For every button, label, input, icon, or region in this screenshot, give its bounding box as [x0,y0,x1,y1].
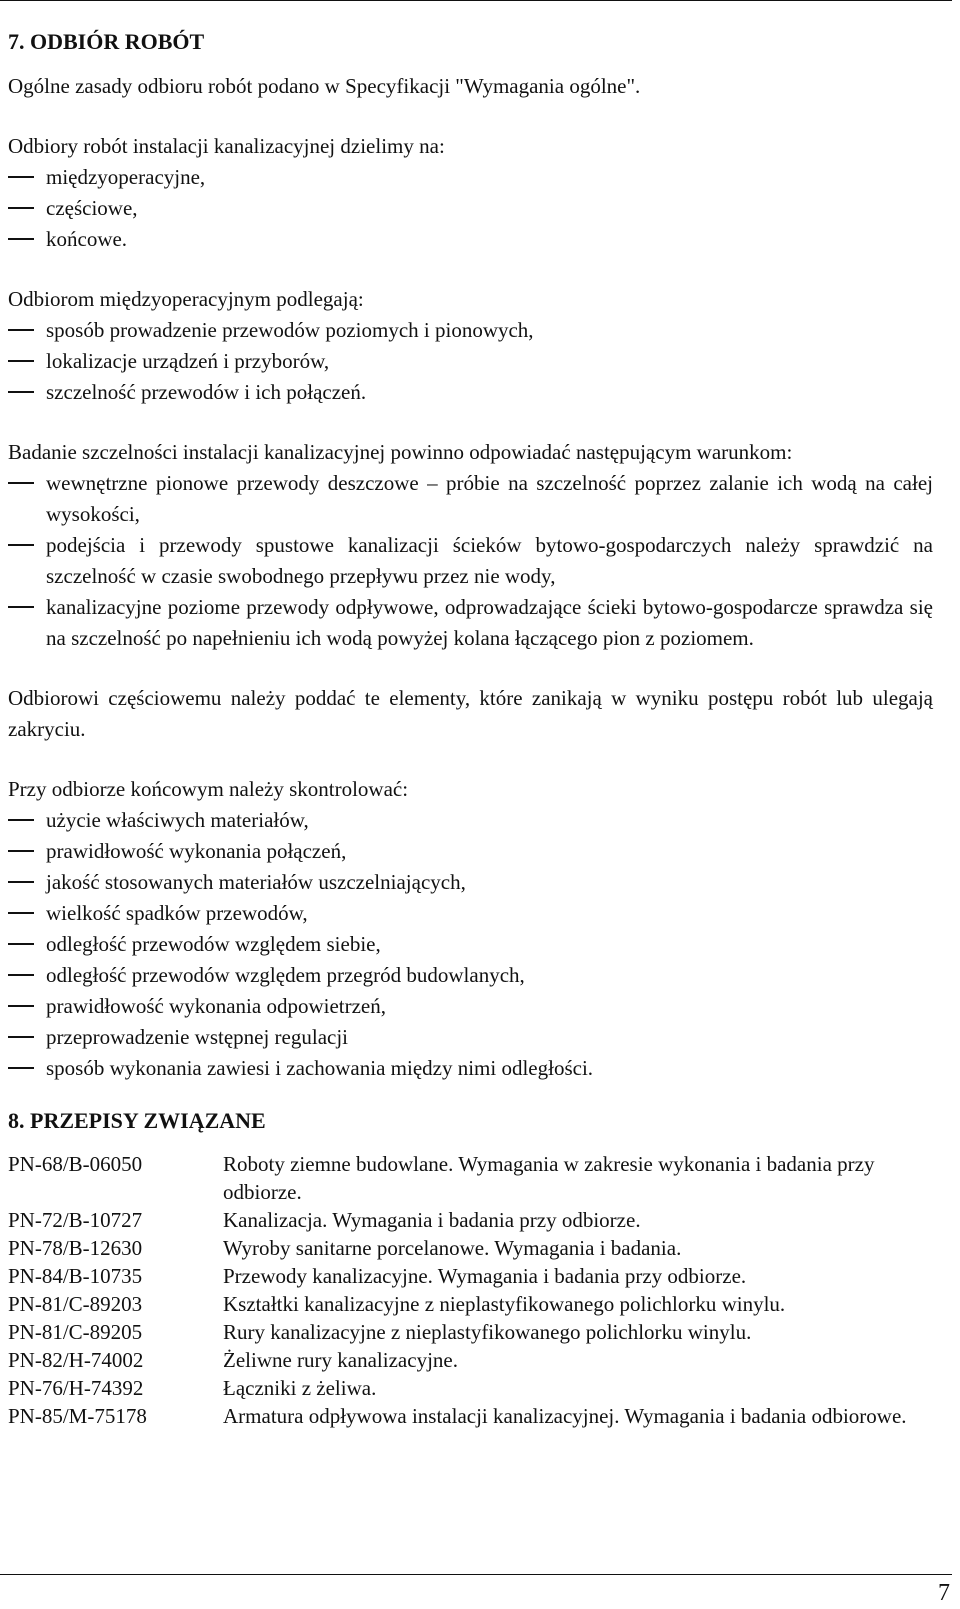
dash-bullet-icon [8,1005,34,1007]
list-item: kanalizacyjne poziome przewody odpływowe, odprowadzające ścieki bytowo-gospodarcze sprawdza się na szczelność po napełnieniu ich wodą powyżej kolana łączącego pion z poziomem. [8,592,933,654]
list-item: przeprowadzenie wstępnej regulacji [8,1022,933,1053]
list-item: użycie właściwych materiałów, [8,805,933,836]
regulation-title: Roboty ziemne budowlane. Wymagania w zakresie wykonania i badania przy odbiorze. [223,1152,875,1204]
list-item: wielkość spadków przewodów, [8,898,933,929]
dash-bullet-icon [8,176,34,178]
dash-bullet-icon [8,1036,34,1038]
interop-intro: Odbiorom międzyoperacyjnym podlegają: [8,287,364,311]
list-item: końcowe. [8,224,933,255]
list-item: sposób prowadzenie przewodów poziomych i pionowych, [8,315,933,346]
regulation-code: PN-76/H-74392 [8,1376,144,1400]
table-row [8,1234,933,1262]
table-row [8,1262,933,1290]
regulation-code: PN-84/B-10735 [8,1264,143,1288]
regulation-title: Przewody kanalizacyjne. Wymagania i badania przy odbiorze. [223,1264,747,1288]
table-row [8,1318,933,1346]
regulation-code: PN-78/B-12630 [8,1236,143,1260]
acceptance-types-list [8,162,933,255]
dash-bullet-icon [8,360,34,362]
document-body [8,25,933,1430]
list-item: odległość przewodów względem siebie, [8,929,933,960]
dash-bullet-icon [8,974,34,976]
regulation-code: PN-85/M-75178 [8,1404,147,1428]
section-8-heading: 8. PRZEPISY ZWIĄZANE [8,1108,266,1133]
regulation-code: PN-72/B-10727 [8,1208,143,1232]
dash-bullet-icon [8,943,34,945]
table-row [8,1374,933,1402]
list-item: lokalizacje urządzeń i przyborów, [8,346,933,377]
final-acceptance-list [8,805,933,1084]
regulation-code: PN-81/C-89205 [8,1320,143,1344]
acceptance-types-intro: Odbiory robót instalacji kanalizacyjnej dzielimy na: [8,134,445,158]
dash-bullet-icon [8,544,34,546]
final-acceptance-intro: Przy odbiorze końcowym należy skontrolować: [8,777,409,801]
list-item: jakość stosowanych materiałów uszczelniających, [8,867,933,898]
list-item: prawidłowość wykonania połączeń, [8,836,933,867]
section-7-heading: 7. ODBIÓR ROBÓT [8,29,205,54]
regulation-code: PN-68/B-06050 [8,1152,143,1176]
header-rule [0,0,952,1]
regulation-title: Armatura odpływowa instalacji kanalizacyjnej. Wymagania i badania odbiorowe. [223,1404,907,1428]
tightness-list [8,468,933,654]
dash-bullet-icon [8,329,34,331]
regulation-title: Żeliwne rury kanalizacyjne. [223,1348,458,1372]
list-item: sposób wykonania zawiesi i zachowania między nimi odległości. [8,1053,933,1084]
dash-bullet-icon [8,881,34,883]
dash-bullet-icon [8,606,34,608]
regulations-table [8,1150,933,1430]
interop-list [8,315,933,408]
regulation-code: PN-82/H-74002 [8,1348,144,1372]
regulation-title: Łączniki z żeliwa. [223,1376,377,1400]
dash-bullet-icon [8,391,34,393]
regulation-title: Kanalizacja. Wymagania i badania przy odbiorze. [223,1208,641,1232]
general-rules-paragraph: Ogólne zasady odbioru robót podano w Specyfikacji "Wymagania ogólne". [8,74,641,98]
list-item: podejścia i przewody spustowe kanalizacji ścieków bytowo-gospodarczych należy sprawdzić na szczelność w czasie swobodnego przepływu przez nie wody, [8,530,933,592]
table-row [8,1290,933,1318]
dash-bullet-icon [8,482,34,484]
regulation-title: Kształtki kanalizacyjne z nieplastyfikowanego polichlorku winylu. [223,1292,786,1316]
dash-bullet-icon [8,207,34,209]
dash-bullet-icon [8,238,34,240]
regulation-title: Wyroby sanitarne porcelanowe. Wymagania i badania. [223,1236,682,1260]
list-item: częściowe, [8,193,933,224]
table-row [8,1206,933,1234]
dash-bullet-icon [8,912,34,914]
table-row [8,1402,933,1430]
dash-bullet-icon [8,850,34,852]
list-item: wewnętrzne pionowe przewody deszczowe – próbie na szczelność poprzez zalanie ich wodą na całej wysokości, [8,468,933,530]
partial-acceptance-paragraph: Odbiorowi częściowemu należy poddać te elementy, które zanikają w wyniku postępu robót lub ulegają zakryciu. [8,686,933,741]
dash-bullet-icon [8,819,34,821]
list-item: międzyoperacyjne, [8,162,933,193]
page-number: 7 [938,1580,950,1606]
table-row [8,1150,933,1206]
table-row [8,1346,933,1374]
list-item: odległość przewodów względem przegród budowlanych, [8,960,933,991]
footer-rule [0,1574,952,1575]
tightness-intro: Badanie szczelności instalacji kanalizacyjnej powinno odpowiadać następującym warunkom: [8,440,793,464]
list-item: prawidłowość wykonania odpowietrzeń, [8,991,933,1022]
list-item: szczelność przewodów i ich połączeń. [8,377,933,408]
regulation-code: PN-81/C-89203 [8,1292,143,1316]
regulation-title: Rury kanalizacyjne z nieplastyfikowanego polichlorku winylu. [223,1320,752,1344]
dash-bullet-icon [8,1067,34,1069]
